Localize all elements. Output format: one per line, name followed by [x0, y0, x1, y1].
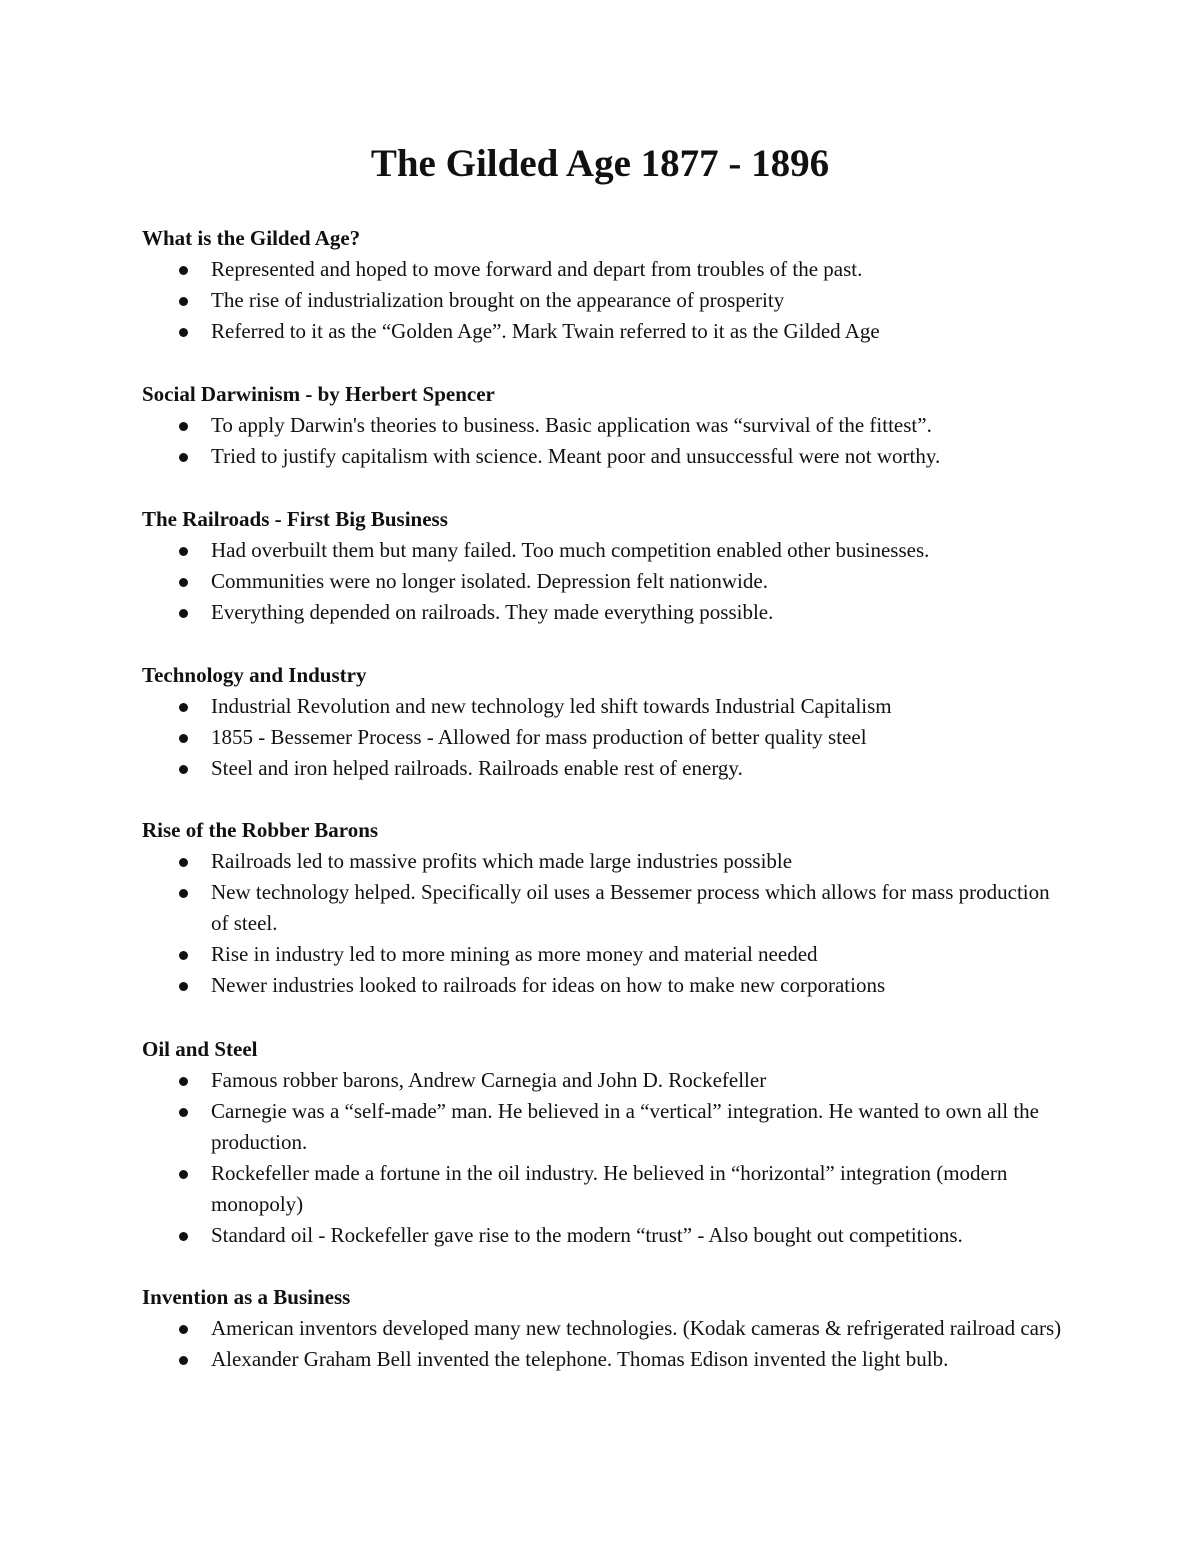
bullet-icon: [179, 765, 188, 774]
bullet-icon: [179, 1077, 188, 1086]
section-invention-business: [142, 1282, 1072, 1375]
list-item-text: Rockefeller made a fortune in the oil industry. He believed in “horizontal” integration (modern monopoly): [211, 1161, 1008, 1216]
bullet-icon: [179, 734, 188, 743]
bullet-list: [142, 410, 1072, 472]
list-item-text: Alexander Graham Bell invented the telephone. Thomas Edison invented the light bulb.: [211, 1347, 949, 1371]
bullet-icon: [179, 1170, 188, 1179]
list-item-text: New technology helped. Specifically oil uses a Bessemer process which allows for mass production of steel.: [211, 880, 1050, 935]
section-heading: The Railroads - First Big Business: [142, 507, 448, 531]
bullet-list: [142, 691, 1072, 784]
bullet-icon: [179, 1232, 188, 1241]
list-item: [142, 1313, 1072, 1344]
list-item: [142, 1220, 1072, 1251]
list-item: [142, 410, 1072, 441]
list-item: [142, 691, 1072, 722]
list-item-text: Steel and iron helped railroads. Railroads enable rest of energy.: [211, 756, 743, 780]
list-item: [142, 254, 1072, 285]
section-heading: Rise of the Robber Barons: [142, 818, 379, 842]
list-item: [142, 285, 1072, 316]
list-item: [142, 316, 1072, 347]
bullet-icon: [179, 297, 188, 306]
bullet-list: [142, 846, 1072, 1001]
list-item-text: Rise in industry led to more mining as more money and material needed: [211, 942, 818, 966]
list-item-text: Standard oil - Rockefeller gave rise to the modern “trust” - Also bought out competitions.: [211, 1223, 963, 1247]
list-item: [142, 722, 1072, 753]
section-heading: Invention as a Business: [142, 1285, 351, 1309]
section-oil-and-steel: [142, 1034, 1072, 1251]
section-robber-barons: [142, 815, 1072, 1001]
bullet-icon: [179, 889, 188, 898]
list-item-text: Represented and hoped to move forward and depart from troubles of the past.: [211, 257, 863, 281]
list-item: [142, 597, 1072, 628]
section-heading: Social Darwinism - by Herbert Spencer: [142, 382, 495, 406]
section-social-darwinism: [142, 379, 1072, 472]
bullet-icon: [179, 547, 188, 556]
list-item: [142, 1344, 1072, 1375]
list-item: [142, 566, 1072, 597]
bullet-icon: [179, 609, 188, 618]
bullet-icon: [179, 266, 188, 275]
list-item-text: To apply Darwin's theories to business. Basic application was “survival of the fittest”.: [211, 413, 932, 437]
bullet-icon: [179, 422, 188, 431]
section-heading: Technology and Industry: [142, 663, 367, 687]
page-title: The Gilded Age 1877 - 1896: [370, 142, 830, 185]
list-item-text: Everything depended on railroads. They made everything possible.: [211, 600, 774, 624]
bullet-list: [142, 535, 1072, 628]
list-item: [142, 877, 1072, 939]
list-item: [142, 846, 1072, 877]
list-item: [142, 1158, 1072, 1220]
list-item: [142, 441, 1072, 472]
bullet-list: [142, 254, 1072, 347]
list-item-text: Newer industries looked to railroads for ideas on how to make new corporations: [211, 973, 886, 997]
list-item: [142, 970, 1072, 1001]
list-item-text: Carnegie was a “self-made” man. He believed in a “vertical” integration. He wanted to own all the production.: [211, 1099, 1039, 1154]
list-item-text: Had overbuilt them but many failed. Too much competition enabled other businesses.: [211, 538, 930, 562]
section-railroads: [142, 504, 1072, 628]
section-heading: What is the Gilded Age?: [142, 226, 361, 250]
list-item-text: American inventors developed many new technologies. (Kodak cameras & refrigerated railroad cars): [211, 1316, 1062, 1340]
bullet-list: [142, 1065, 1072, 1251]
bullet-list: [142, 1313, 1072, 1375]
list-item-text: Referred to it as the “Golden Age”. Mark Twain referred to it as the Gilded Age: [211, 319, 880, 343]
section-heading: Oil and Steel: [142, 1037, 258, 1061]
list-item: [142, 1065, 1072, 1096]
bullet-icon: [179, 328, 188, 337]
list-item-text: Communities were no longer isolated. Depression felt nationwide.: [211, 569, 768, 593]
list-item-text: 1855 - Bessemer Process - Allowed for mass production of better quality steel: [211, 725, 867, 749]
list-item-text: Railroads led to massive profits which made large industries possible: [211, 849, 793, 873]
bullet-icon: [179, 578, 188, 587]
bullet-icon: [179, 858, 188, 867]
list-item: [142, 535, 1072, 566]
bullet-icon: [179, 982, 188, 991]
bullet-icon: [179, 1356, 188, 1365]
list-item-text: Industrial Revolution and new technology led shift towards Industrial Capitalism: [211, 694, 892, 718]
list-item: [142, 939, 1072, 970]
bullet-icon: [179, 703, 188, 712]
section-technology-industry: [142, 660, 1072, 784]
bullet-icon: [179, 1325, 188, 1334]
section-what-is-gilded-age: [142, 223, 1072, 347]
bullet-icon: [179, 951, 188, 960]
list-item: [142, 1096, 1072, 1158]
bullet-icon: [179, 453, 188, 462]
bullet-icon: [179, 1108, 188, 1117]
list-item-text: Famous robber barons, Andrew Carnegia and John D. Rockefeller: [211, 1068, 767, 1092]
list-item-text: The rise of industrialization brought on the appearance of prosperity: [211, 288, 785, 312]
list-item: [142, 753, 1072, 784]
list-item-text: Tried to justify capitalism with science. Meant poor and unsuccessful were not worthy.: [211, 444, 941, 468]
